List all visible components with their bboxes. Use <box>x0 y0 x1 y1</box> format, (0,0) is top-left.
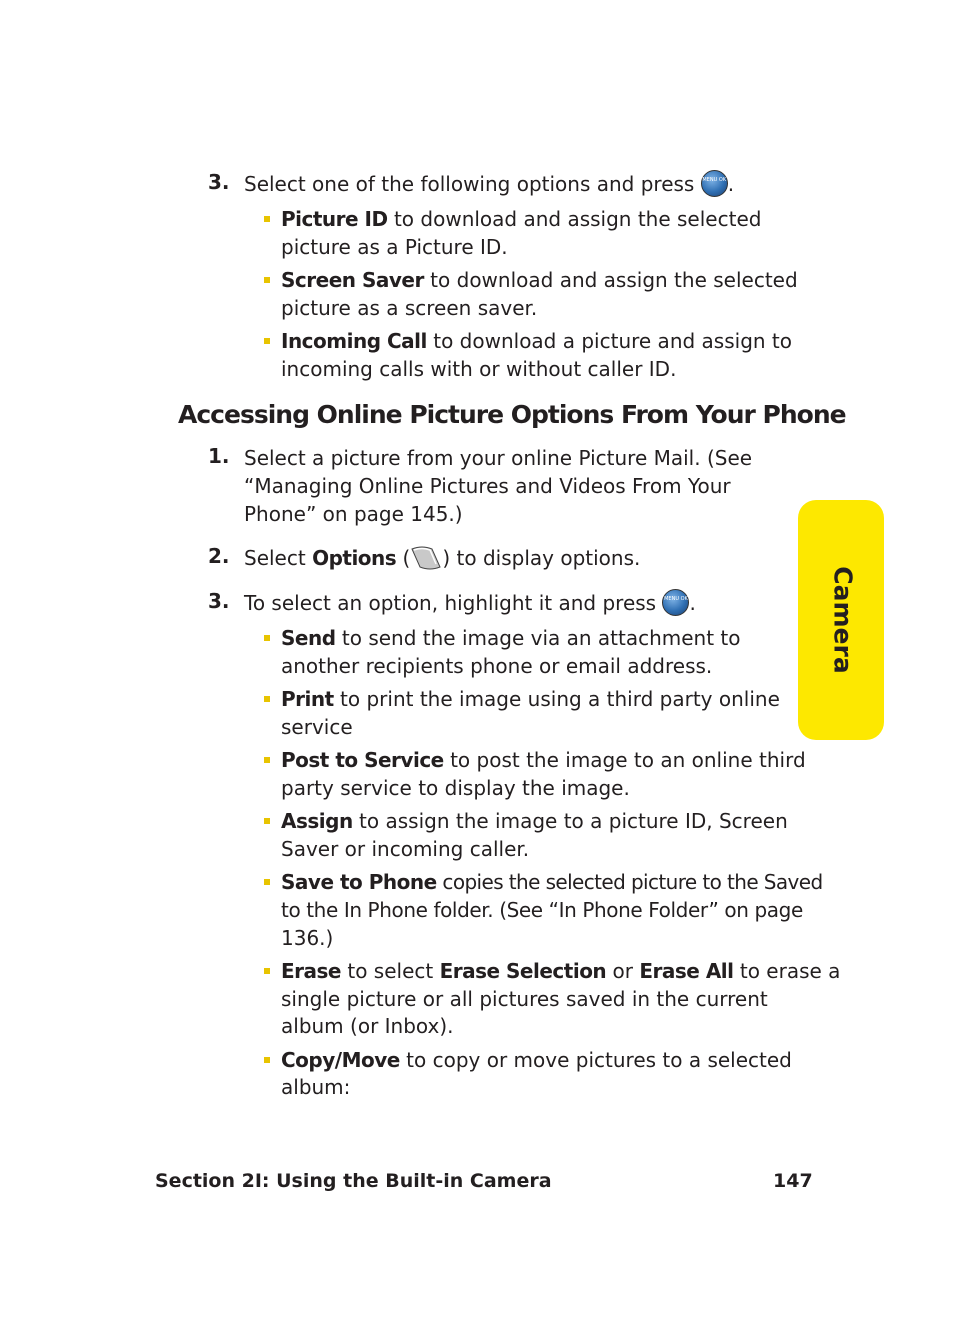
list-item-cont: picture as a Picture ID. <box>281 235 508 259</box>
list-item <box>281 266 798 294</box>
list-item-cont: 136.) <box>281 926 334 950</box>
step-label: Select one of the following options and press <box>244 172 695 196</box>
step-number: 1. <box>208 444 230 468</box>
list-item-cont: album (or Inbox). <box>281 1014 454 1038</box>
step-number: 2. <box>208 544 230 568</box>
step-end: . <box>689 591 696 615</box>
bullet-icon <box>264 968 270 974</box>
list-item <box>281 327 792 355</box>
option-desc: to assign the image to a picture ID, Screen <box>352 809 788 833</box>
option-desc: to send the image via an attachment to <box>335 626 741 650</box>
option-desc: to download and assign the selected <box>423 268 798 292</box>
menu-ok-icon: MENU OK <box>662 589 689 616</box>
step-end: . <box>727 172 735 196</box>
list-item-cont: Saver or incoming caller. <box>281 837 530 861</box>
option-name: Screen Saver <box>281 268 424 292</box>
option-desc: to erase a <box>733 959 841 983</box>
option-name: Incoming Call <box>281 329 427 353</box>
list-item-cont: to the In Phone folder. (See “In Phone Folder” on page <box>281 898 803 922</box>
section-heading: Accessing Online Picture Options From Your Phone <box>178 400 846 429</box>
list-item-cont: incoming calls with or without caller ID. <box>281 357 677 381</box>
step-text: Phone” on page 145.) <box>244 502 463 526</box>
option-name: Post to Service <box>281 748 444 772</box>
option-desc: to print the image using a third party online <box>333 687 780 711</box>
option-name: Send <box>281 626 336 650</box>
step-rest: ) to display options. <box>442 546 641 570</box>
option-desc: or <box>606 959 640 983</box>
step-text: Select a picture from your online Picture Mail. (See <box>244 446 753 470</box>
list-item-cont: album: <box>281 1075 351 1099</box>
option-desc: to download a picture and assign to <box>426 329 793 353</box>
bullet-icon <box>264 879 270 885</box>
bullet-icon <box>264 696 270 702</box>
section-tab-label: Camera <box>828 566 858 674</box>
list-item <box>281 807 788 835</box>
bullet-icon <box>264 216 270 222</box>
step-number: 3. <box>208 589 230 613</box>
step-number: 3. <box>208 170 230 194</box>
list-item <box>281 205 761 233</box>
bullet-icon <box>264 635 270 641</box>
option-name: Erase <box>281 959 341 983</box>
list-item-cont: picture as a screen saver. <box>281 296 538 320</box>
softkey-icon <box>410 545 442 571</box>
step-text <box>244 544 640 573</box>
option-name: Print <box>281 687 334 711</box>
option-desc: copies the selected picture to the Saved <box>436 870 823 894</box>
option-name: Erase All <box>639 959 734 983</box>
step-text: “Managing Online Pictures and Videos From Your <box>244 474 731 498</box>
bullet-icon <box>264 277 270 283</box>
option-desc: to download and assign the selected <box>387 207 762 231</box>
option-name: Save to Phone <box>281 870 437 894</box>
step-text <box>244 589 696 618</box>
step-label: Select <box>244 546 313 570</box>
option-name: Picture ID <box>281 207 388 231</box>
bullet-icon <box>264 757 270 763</box>
list-item-cont: single picture or all pictures saved in the current <box>281 987 768 1011</box>
option-desc: to copy or move pictures to a selected <box>399 1048 792 1072</box>
option-name: Erase Selection <box>439 959 607 983</box>
option-desc: to select <box>341 959 440 983</box>
option-name: Copy/Move <box>281 1048 400 1072</box>
menu-ok-icon: MENU OK <box>701 170 728 197</box>
list-item-cont: party service to display the image. <box>281 776 630 800</box>
bullet-icon <box>264 818 270 824</box>
list-item-cont: another recipients phone or email address. <box>281 654 713 678</box>
list-item <box>281 957 840 985</box>
bullet-icon <box>264 1057 270 1063</box>
paren: ( <box>396 546 411 570</box>
list-item <box>281 624 741 652</box>
list-item <box>281 868 823 896</box>
page-number: 147 <box>773 1170 813 1192</box>
step-label: To select an option, highlight it and press <box>244 591 657 615</box>
list-item <box>281 746 806 774</box>
softkey-name: Options <box>312 546 397 570</box>
step-text <box>244 170 734 199</box>
list-item-cont: service <box>281 715 353 739</box>
option-name: Assign <box>281 809 353 833</box>
footer-section: Section 2I: Using the Built-in Camera <box>155 1170 552 1192</box>
list-item <box>281 685 780 713</box>
bullet-icon <box>264 338 270 344</box>
option-desc: to post the image to an online third <box>443 748 806 772</box>
list-item <box>281 1046 792 1074</box>
